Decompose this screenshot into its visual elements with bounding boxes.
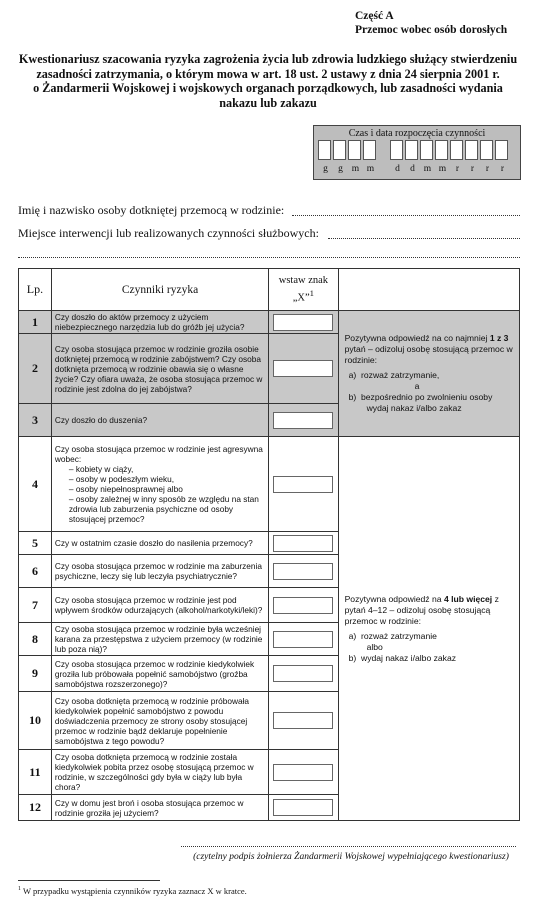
part-header [355,9,507,37]
signature-line[interactable] [181,846,516,847]
datetime-cells [318,140,510,160]
title-line-3: o Żandarmerii Wojskowej i wojskowych organach porządkowych, lub zasadności wydania [33,81,503,95]
footnote-mark: 1 [18,886,21,893]
title-line-1: Kwestionariusz szacowania ryzyka zagrożenia życia lub zdrowia ludzkiego służący stwierdzeniu [18,52,518,66]
row-number: 8 [19,623,52,656]
place-field-label: Miejsce interwencji lub realizowanych czynności służbowych: [18,226,319,240]
col-lp-header: Lp. [19,269,52,311]
result-1-tail: pytań – odizoluj osobę stosującą przemoc w rodzinie: [344,344,513,365]
mark-cell [269,334,338,404]
mark-checkbox[interactable] [273,799,333,816]
datetime-letter: g [338,164,343,174]
row-question: Czy osoba stosująca przemoc w rodzinie ma zaburzenia psychiczne, leczy się lub leczyła psychiatrycznie? [51,555,268,588]
mark-cell [269,656,338,692]
mark-cell [269,750,338,795]
mark-cell [269,437,338,532]
row-question: Czy osoba dotknięta przemocą w rodzinie próbowała kiedykolwiek popełnić samobójstwo z powodu doświadczenia przemocy ze strony osoby stosującej przemoc w rodzinie bądź deklaruje popełnienie samobójstwa z tego powodu? [51,692,268,750]
col-mark-header [269,269,338,311]
footnote-text: W przypadku wystąpienia czynników ryzyka zaznacz X w kratce. [22,886,247,896]
name-field-line[interactable] [292,215,520,216]
row-question: Czy doszło do aktów przemocy z użyciem niebezpiecznego narzędzia lub do gróźb jej użycia? [51,311,268,334]
row-number: 10 [19,692,52,750]
row-question: Czy osoba dotknięta przemocą w rodzinie została kiedykolwiek pobita przez osobę stosującą przemoc w rodzinie, w szczególności gdy była w ciąży lub była chora? [51,750,268,795]
datetime-letter: r [500,164,505,174]
result-1-threshold: 1 z 3 [489,333,509,343]
mark-cell [269,311,338,334]
table-header-row [19,269,520,311]
col-result-header [338,269,519,311]
row-question: Czy osoba stosująca przemoc w rodzinie kiedykolwiek groziła lub próbowała popełnić samobójstwo (groźba samobójstwa rozszerzonego)? [51,656,268,692]
result-2-joiner: albo [366,641,383,652]
result-2-option-a: a) rozważ zatrzymanie [348,630,437,641]
datetime-cell[interactable] [333,140,346,160]
mark-checkbox[interactable] [273,314,333,331]
row-question: Czy doszło do duszenia? [51,404,268,437]
row-question: Czy w domu jest broń i osoba stosująca przemoc w rodzinie groziła jej użyciem? [51,795,268,821]
row-number: 7 [19,588,52,623]
result-2-text [345,594,513,627]
place-field-line[interactable] [328,238,520,239]
datetime-letter: d [410,164,415,174]
mark-checkbox[interactable] [273,712,333,729]
mark-cell [269,588,338,623]
mark-checkbox[interactable] [273,631,333,648]
result-2-option-b-text: wydaj nakaz i/albo zakaz [361,652,457,663]
datetime-cell[interactable] [318,140,331,160]
datetime-box [313,125,521,180]
mark-cell [269,795,338,821]
row-question: Czy osoba stosująca przemoc w rodzinie groziła osobie dotkniętej przemocą w rodzinie zabójstwem? Czy osoba dotknięta przemocą w rodzinie obawia się o własne życie? Czy ofiara uważa, że osoba stosująca przemoc w rodzinie jest zdolna do jej zabójstwa? [51,334,268,404]
result-1-option-b: b) bezpośrednio po zwolnieniu osoby wydaj nakaz i/albo zakaz [348,392,493,413]
datetime-cell[interactable] [480,140,493,160]
result-1-option-a-text: rozważ zatrzymanie, [361,370,440,380]
datetime-cell[interactable] [495,140,508,160]
datetime-letter: g [323,164,328,174]
datetime-letter: d [395,164,400,174]
datetime-letter: m [438,164,447,174]
datetime-cell[interactable] [390,140,403,160]
list-item: – osoby zależnej w inny sposób ze względu na stan zdrowia lub zaburzenia psychiczne od osoby stosującej przemoc? [69,494,265,524]
mark-checkbox[interactable] [273,476,333,493]
row-number: 6 [19,555,52,588]
mark-checkbox[interactable] [273,535,333,552]
datetime-cell[interactable] [348,140,361,160]
result-1-options [345,370,513,414]
row-number: 9 [19,656,52,692]
mark-cell [269,555,338,588]
datetime-letter: m [351,164,360,174]
row-number: 12 [19,795,52,821]
datetime-letter: m [423,164,432,174]
datetime-caption: Czas i data rozpoczęcia czynności [348,128,486,139]
result-2-lead: Pozytywna odpowiedź na [344,593,442,604]
result-2-options [345,631,513,664]
row-number: 5 [19,532,52,555]
document-title [8,52,528,110]
row-question-list [55,464,265,524]
result-2-option-a-text: rozważ zatrzymanie [361,630,437,641]
row-question-lead: Czy osoba stosująca przemoc w rodzinie jest agresywna wobec: [54,444,263,464]
result-1-lead: Pozytywna odpowiedź na co najmniej [344,333,488,343]
mark-cell [269,623,338,656]
result-group-1 [338,311,519,437]
result-1-joiner: a [414,381,420,391]
col-mark-label: wstaw znak „X” [278,274,329,304]
result-2-tail: z pytań 4–12 – odizoluj osobę stosującą przemoc w rodzinie: [344,593,499,626]
row-number: 11 [19,750,52,795]
datetime-letter: r [455,164,460,174]
part-label: Część A [355,10,394,22]
title-line-4: nakazu lub zakazu [219,95,317,110]
separator-line [18,257,520,258]
footnote [18,886,247,896]
mark-cell [269,692,338,750]
mark-checkbox[interactable] [273,665,333,682]
result-1-text [345,333,513,366]
list-item: – osoby w podeszłym wieku, [69,474,265,484]
row-number: 4 [19,437,52,532]
table-row [19,437,520,532]
col-factors-header: Czynniki ryzyka [51,269,268,311]
row-question: Czy w ostatnim czasie doszło do nasilenia przemocy? [51,532,268,555]
datetime-cell[interactable] [450,140,463,160]
datetime-cell[interactable] [363,140,376,160]
mark-checkbox[interactable] [273,412,333,429]
row-number: 3 [19,404,52,437]
name-field-label: Imię i nazwisko osoby dotkniętej przemocą w rodzinie: [18,203,285,217]
datetime-letter: r [470,164,475,174]
signature-caption: (czytelny podpis żołnierza Żandarmerii Wojskowej wypełniającego kwestionariusz) [193,852,509,862]
datetime-letter: r [485,164,490,174]
result-2-option-b: b) wydaj nakaz i/albo zakaz [348,652,457,663]
title-line-2: zasadności zatrzymania, o którym mowa w art. 18 ust. 2 ustawy z dnia 24 sierpnia 2001 r. [36,66,500,81]
mark-cell [269,532,338,555]
footnote-ref: 1 [309,287,315,298]
mark-checkbox[interactable] [273,764,333,781]
datetime-cell[interactable] [435,140,448,160]
mark-checkbox[interactable] [273,597,333,614]
row-question: Czy osoba stosująca przemoc w rodzinie jest pod wpływem środków odurzających (alkohol/narkotyki/leki)? [51,588,268,623]
row-question [51,437,268,532]
mark-checkbox[interactable] [273,360,333,377]
datetime-cell[interactable] [420,140,433,160]
risk-table [18,268,520,821]
result-1-option-a: a) rozważ zatrzymanie, [348,370,440,380]
row-number: 2 [19,334,52,404]
mark-checkbox[interactable] [273,563,333,580]
table-row [19,311,520,334]
row-number: 1 [19,311,52,334]
result-1-option-b-text: bezpośrednio po zwolnieniu osoby wydaj nakaz i/albo zakaz [361,392,493,413]
mark-cell [269,404,338,437]
row-question: Czy osoba stosująca przemoc w rodzinie była wcześniej karana za przestępstwa z użyciem przemocy (w rodzinie lub poza nią)? [51,623,268,656]
list-item: – osoby niepełnosprawnej albo [69,484,265,494]
part-subtitle: Przemoc wobec osób dorosłych [355,24,508,36]
datetime-letter: m [366,164,375,174]
datetime-cell[interactable] [465,140,478,160]
datetime-cell[interactable] [405,140,418,160]
datetime-letters [318,164,510,174]
list-item: – kobiety w ciąży, [69,464,265,474]
result-2-threshold: 4 lub więcej [443,593,493,604]
footnote-divider [18,880,160,881]
result-group-2 [338,437,519,821]
